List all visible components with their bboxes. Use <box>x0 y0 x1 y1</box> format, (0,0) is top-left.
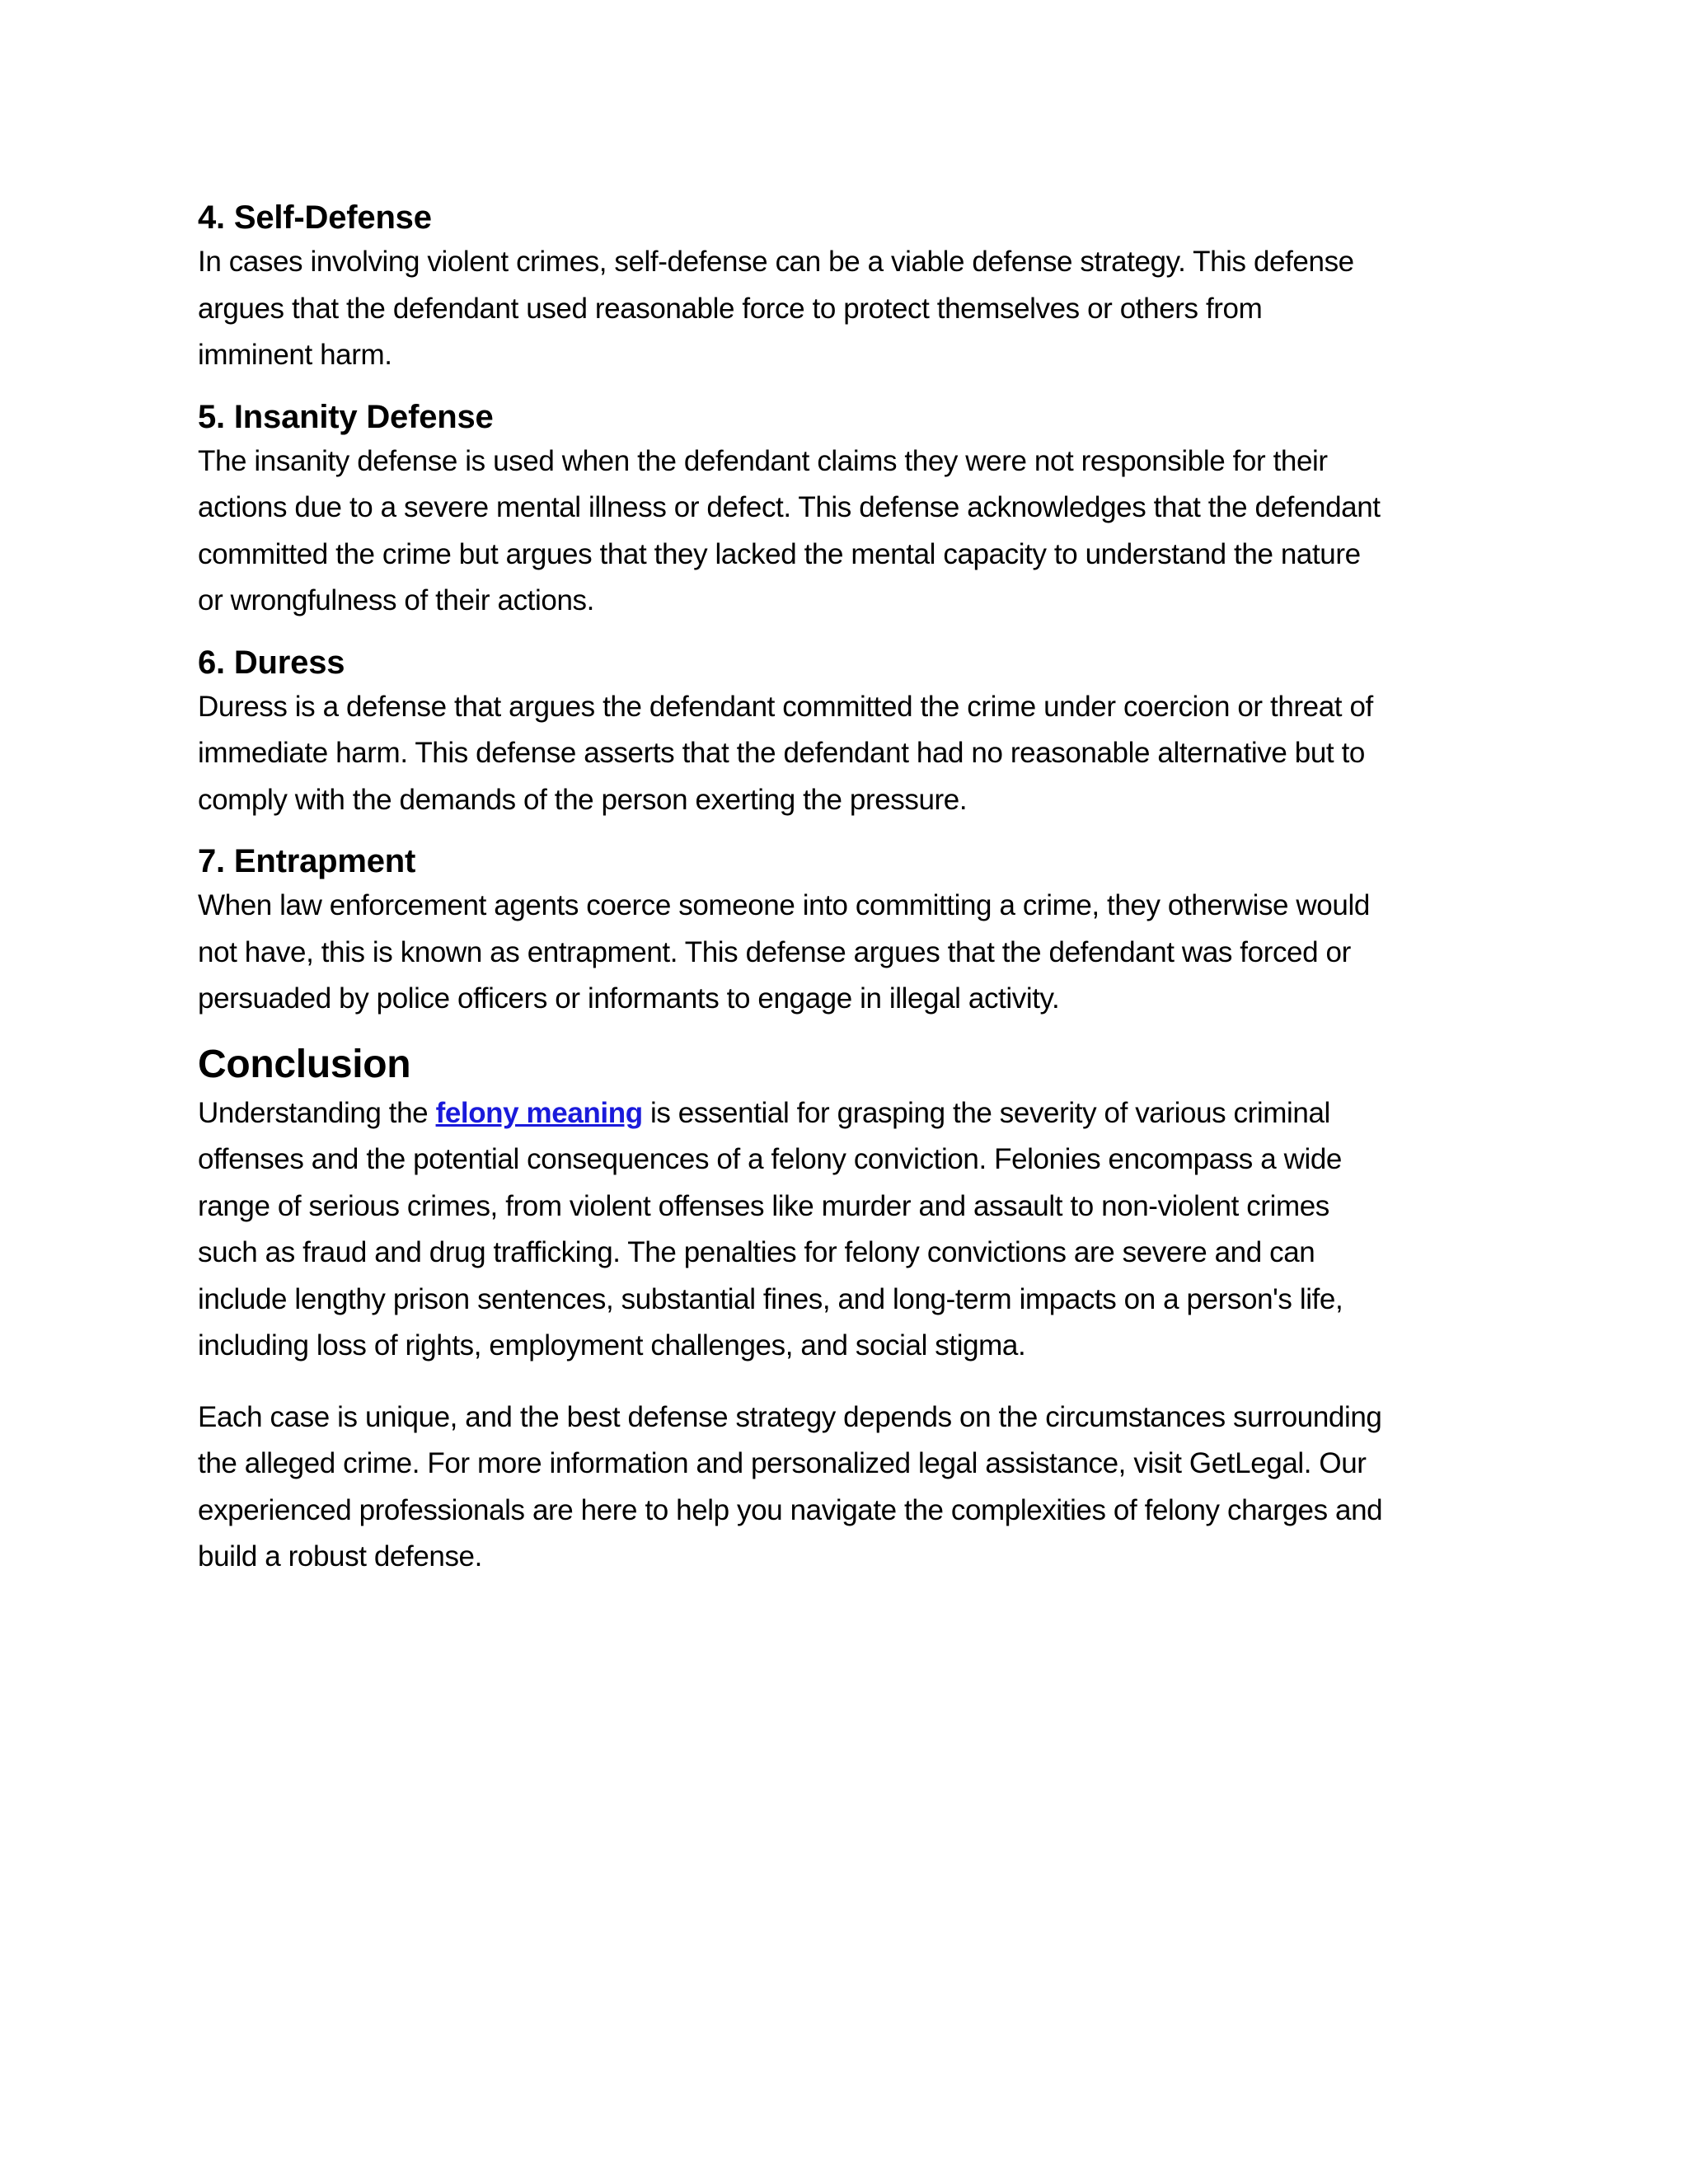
section-paragraph <box>198 883 1517 1023</box>
text-line <box>198 1090 1517 1137</box>
text-line: actions due to a severe mental illness or defect. This defense acknowledges that the defendant <box>198 491 1381 523</box>
text-line: range of serious crimes, from violent offenses like murder and assault to non-violent crimes <box>198 1189 1329 1222</box>
text-before-link: Understanding the <box>198 1096 436 1129</box>
text-line: imminent harm. <box>198 339 392 371</box>
text-line: Duress is a defense that argues the defendant committed the crime under coercion or threat of <box>198 690 1373 723</box>
text-line: committed the crime but argues that they lacked the mental capacity to understand the nature <box>198 537 1361 570</box>
text-line: including loss of rights, employment challenges, and social stigma. <box>198 1329 1026 1361</box>
text-line: experienced professionals are here to help you navigate the complexities of felony charges and <box>198 1493 1383 1526</box>
text-line: comply with the demands of the person exerting the pressure. <box>198 783 968 816</box>
section-paragraph <box>198 684 1517 824</box>
text-after-link: is essential for grasping the severity of various criminal <box>642 1096 1330 1129</box>
text-line: such as fraud and drug trafficking. The penalties for felony convictions are severe and can <box>198 1236 1315 1268</box>
section-conclusion <box>198 1039 1517 1581</box>
text-line: or wrongfulness of their actions. <box>198 584 594 616</box>
conclusion-heading: Conclusion <box>198 1042 411 1086</box>
text-line: not have, this is known as entrapment. This defense argues that the defendant was forced or <box>198 935 1351 968</box>
section-duress <box>198 641 1517 824</box>
conclusion-paragraph-2 <box>198 1394 1517 1581</box>
section-heading: 7. Entrapment <box>198 843 416 879</box>
text-line: include lengthy prison sentences, substantial fines, and long-term impacts on a person's life, <box>198 1282 1343 1315</box>
text-line: Each case is unique, and the best defense strategy depends on the circumstances surrounding <box>198 1400 1382 1433</box>
section-self-defense <box>198 196 1517 379</box>
text-line: The insanity defense is used when the defendant claims they were not responsible for their <box>198 444 1328 477</box>
text-line: offenses and the potential consequences of a felony conviction. Felonies encompass a wide <box>198 1143 1343 1175</box>
section-heading: 5. Insanity Defense <box>198 398 494 435</box>
section-paragraph <box>198 239 1517 379</box>
text-line: persuaded by police officers or informants to engage in illegal activity. <box>198 982 1060 1015</box>
section-heading: 6. Duress <box>198 644 345 681</box>
section-paragraph <box>198 438 1517 625</box>
text-line: the alleged crime. For more information and personalized legal assistance, visit GetLegal. Our <box>198 1447 1367 1479</box>
conclusion-paragraph-1 <box>198 1090 1517 1370</box>
text-line: In cases involving violent crimes, self-defense can be a viable defense strategy. This defense <box>198 246 1354 278</box>
document-page <box>198 196 1517 1581</box>
text-line: When law enforcement agents coerce someone into committing a crime, they otherwise would <box>198 889 1370 921</box>
section-insanity-defense <box>198 396 1517 625</box>
text-line: immediate harm. This defense asserts that the defendant had no reasonable alternative but to <box>198 737 1365 769</box>
section-heading: 4. Self-Defense <box>198 199 432 236</box>
text-line: argues that the defendant used reasonable force to protect themselves or others from <box>198 292 1263 325</box>
felony-meaning-link[interactable]: felony meaning <box>435 1096 643 1129</box>
section-entrapment <box>198 840 1517 1023</box>
text-line: build a robust defense. <box>198 1540 482 1572</box>
